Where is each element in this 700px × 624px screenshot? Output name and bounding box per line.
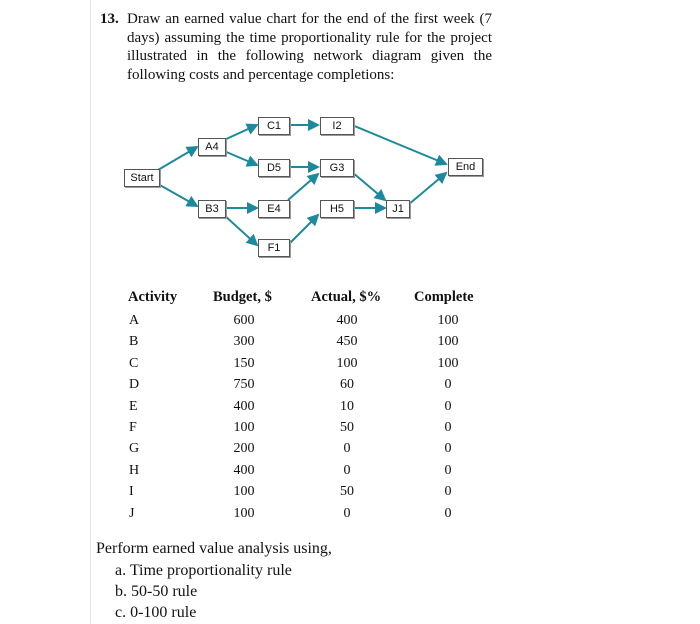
cell-complete: 0 (444, 377, 452, 392)
node-j1: J1 (386, 200, 410, 218)
edge-j1-end (408, 173, 446, 205)
cell-actual: 50 (340, 420, 354, 435)
node-a4: A4 (198, 138, 226, 156)
cell-actual: 0 (343, 441, 351, 456)
node-g3: G3 (320, 159, 354, 177)
cell-complete: 100 (437, 356, 459, 371)
edge-e4-g3 (288, 174, 318, 200)
cell-activity: C (129, 356, 139, 371)
header-activity: Activity (128, 289, 178, 305)
cell-budget: 200 (233, 441, 255, 456)
header-budget: Budget, $ (213, 289, 272, 305)
cell-activity: J (129, 506, 135, 521)
cell-activity: E (129, 399, 138, 414)
header-actual: Actual, $% (311, 289, 382, 305)
node-e4: E4 (258, 200, 290, 218)
cell-budget: 400 (233, 399, 255, 414)
cell-complete: 0 (444, 506, 452, 521)
edge-b3-f1 (224, 215, 257, 245)
node-h5: H5 (320, 200, 354, 218)
cell-complete: 100 (437, 334, 459, 349)
edge-a4-c1 (224, 125, 257, 140)
cell-activity: A (129, 313, 140, 328)
cell-activity: B (129, 334, 139, 349)
footer-item-c: c. 0-100 rule (115, 604, 197, 621)
cell-actual: 400 (336, 313, 358, 328)
cell-complete: 0 (444, 399, 452, 414)
cell-budget: 100 (233, 420, 255, 435)
node-f1: F1 (258, 239, 290, 257)
edge-f1-h5 (288, 215, 318, 245)
header-complete: Complete (414, 289, 474, 305)
cell-budget: 100 (233, 506, 255, 521)
cell-complete: 100 (437, 313, 459, 328)
cell-complete: 0 (444, 420, 452, 435)
node-start: Start (124, 169, 160, 187)
question-number: 13. (100, 11, 119, 27)
node-b3: B3 (198, 200, 226, 218)
cell-activity: F (129, 420, 137, 435)
edge-a4-d5 (224, 151, 257, 165)
edge-i2-end (352, 125, 446, 164)
cell-complete: 0 (444, 463, 452, 478)
cell-actual: 0 (343, 506, 351, 521)
cell-complete: 0 (444, 484, 452, 499)
cell-budget: 600 (233, 313, 255, 328)
question-text: Draw an earned value chart for the end of the first week (7 days) assuming the time proportionality rule for the project illustrated in the following network diagram given the following costs and percentage completions: (127, 11, 492, 83)
edge-start-a4 (158, 147, 197, 170)
footer-item-a: a. Time proportionality rule (115, 562, 292, 579)
cell-budget: 300 (233, 334, 255, 349)
cell-actual: 60 (340, 377, 354, 392)
cell-budget: 100 (233, 484, 255, 499)
node-end: End (448, 158, 483, 176)
node-c1: C1 (258, 117, 290, 135)
cell-budget: 150 (233, 356, 255, 371)
cell-activity: D (129, 377, 140, 392)
cell-activity: G (129, 441, 140, 456)
node-d5: D5 (258, 159, 290, 177)
node-i2: I2 (320, 117, 354, 135)
cell-budget: 750 (233, 377, 255, 392)
cell-actual: 450 (336, 334, 358, 349)
cell-budget: 400 (233, 463, 255, 478)
edge-start-b3 (158, 184, 197, 206)
cell-complete: 0 (444, 441, 452, 456)
cell-actual: 50 (340, 484, 354, 499)
edge-g3-j1 (352, 172, 385, 200)
footer-intro: Perform earned value analysis using, (96, 540, 332, 557)
cell-actual: 100 (336, 356, 358, 371)
footer-item-b: b. 50-50 rule (115, 583, 198, 600)
cell-activity: H (129, 463, 140, 478)
cell-activity: I (129, 484, 134, 499)
cell-actual: 0 (343, 463, 351, 478)
cell-actual: 10 (340, 399, 354, 414)
